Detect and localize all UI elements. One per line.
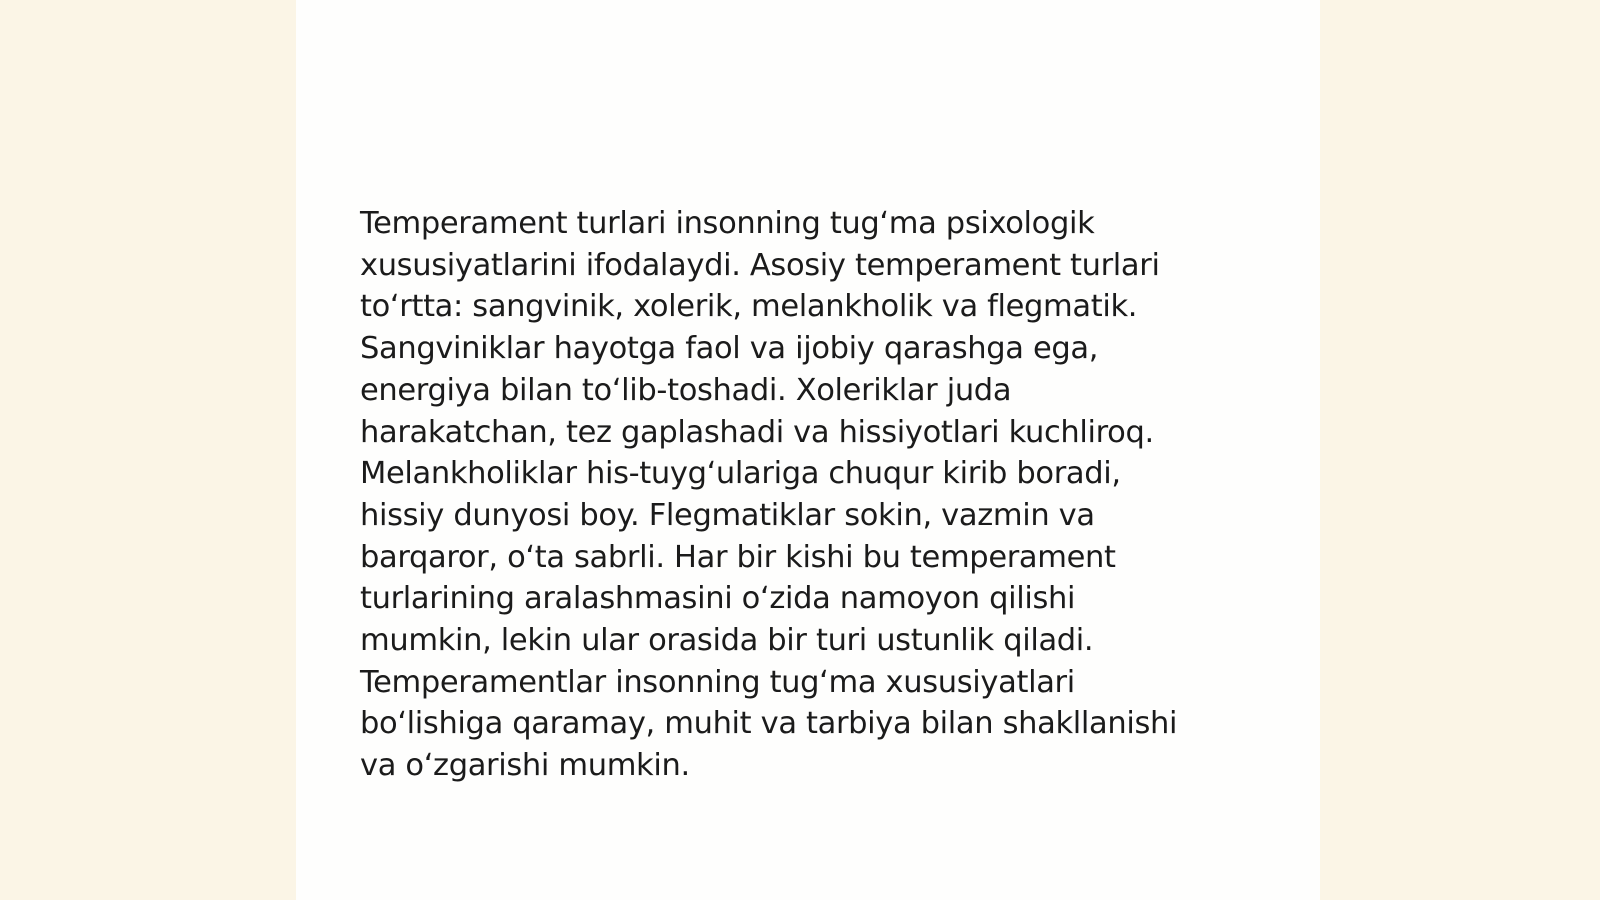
- body-paragraph: [360, 203, 1260, 787]
- text-line: va o‘zgarishi mumkin.: [360, 748, 690, 784]
- text-line: xususiyatlarini ifodalaydi. Asosiy temperament turlari: [360, 247, 1160, 283]
- left-margin-panel: [0, 0, 296, 900]
- text-line: Sangviniklar hayotga faol va ijobiy qarashga ega,: [360, 331, 1099, 367]
- text-line: Temperament turlari insonning tug‘ma psixologik: [360, 206, 1095, 241]
- text-line: barqaror, o‘ta sabrli. Har bir kishi bu temperament: [360, 539, 1116, 575]
- text-line: Melankholiklar his-tuyg‘ulariga chuqur kirib boradi,: [360, 456, 1121, 492]
- right-margin-panel: [1320, 0, 1600, 900]
- text-line: hissiy dunyosi boy. Flegmatiklar sokin, vazmin va: [360, 497, 1095, 533]
- text-line: turlarining aralashmasini o‘zida namoyon qilishi: [360, 581, 1076, 617]
- text-line: energiya bilan to‘lib-toshadi. Xoleriklar juda: [360, 372, 1012, 408]
- text-line: Temperamentlar insonning tug‘ma xususiyatlari: [360, 664, 1075, 700]
- text-line: to‘rtta: sangvinik, xolerik, melankholik va flegmatik.: [360, 289, 1138, 325]
- text-line: bo‘lishiga qaramay, muhit va tarbiya bilan shakllanishi: [360, 706, 1178, 742]
- text-line: mumkin, lekin ular orasida bir turi ustunlik qiladi.: [360, 623, 1094, 659]
- slide-page: [296, 0, 1320, 900]
- text-line: harakatchan, tez gaplashadi va hissiyotlari kuchliroq.: [360, 414, 1154, 450]
